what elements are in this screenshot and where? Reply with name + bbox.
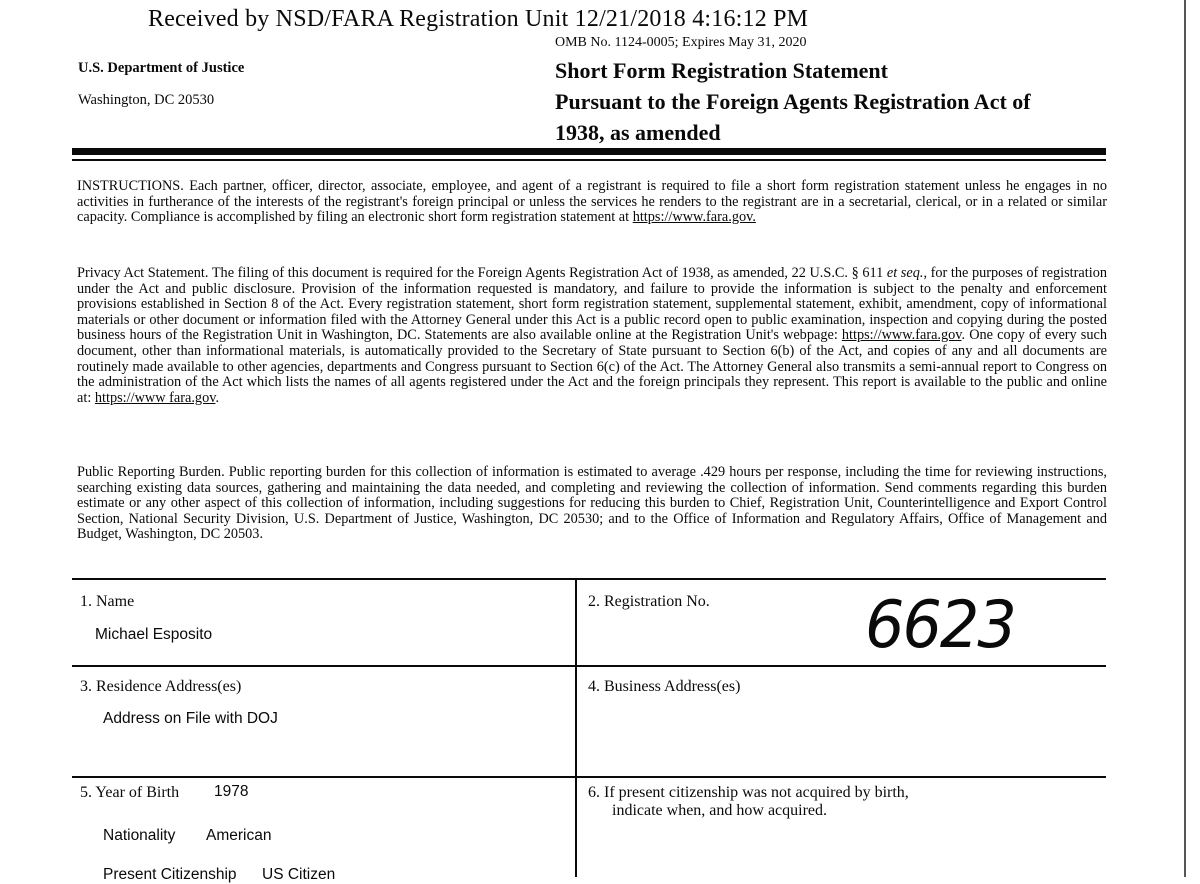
privacy-text-d: . bbox=[215, 389, 220, 406]
residence-address-label: 3. Residence Address(es) bbox=[80, 678, 242, 695]
fara-webpage-link[interactable]: https://www.fara.gov bbox=[841, 327, 962, 344]
privacy-text-a: Privacy Act Statement. The filing of this document is required for the Foreign Agents Registration Act of 1938, as amended, 22 U.S.C. § 611 bbox=[77, 265, 887, 281]
instructions-text: INSTRUCTIONS. Each partner, officer, director, associate, employee, and agent of a registrant is required to file a short form registration statement unless he engages in no activities in furtherance of the interests of the registrant's foreign principal or unless the services he renders to the registrant are in a secretarial, clerical, or in a related or similar capacity. Compliance is accomplished by filing an electronic short form registration statement at bbox=[77, 178, 1107, 226]
citizenship-value: US Citizen bbox=[262, 866, 336, 883]
privacy-text-c: . One copy of every such document, other than informational materials, is automatically provided to the Secretary of State pursuant to Section 6(b) of the Act, and copies of any and all documents are routinely made available to other agencies, departments and Congress pursuant to Section 6(c) of the Act. The Attorney General also transmits a semi-annual report to Congress on the administration of the Act which lists the names of all agents registered under the Act and the foreign principals they represent. This report is available to the public and online at: bbox=[77, 327, 1108, 406]
form-row-divider-1 bbox=[72, 665, 1106, 667]
form-title bbox=[555, 55, 1155, 148]
privacy-et-seq: et seq. bbox=[886, 265, 924, 281]
business-address-label: 4. Business Address(es) bbox=[588, 678, 741, 695]
form-top-border bbox=[72, 578, 1106, 580]
fara-online-link[interactable]: https://www fara.gov bbox=[94, 389, 216, 406]
header-rule-thick bbox=[72, 148, 1106, 155]
received-stamp: Received by NSD/FARA Registration Unit 12/21/2018 4:16:12 PM bbox=[148, 6, 809, 32]
form-column-divider bbox=[575, 578, 577, 877]
residence-address-value: Address on File with DOJ bbox=[103, 710, 278, 727]
citizenship-question-line-2: indicate when, and how acquired. bbox=[612, 802, 828, 819]
name-value: Michael Esposito bbox=[95, 626, 213, 643]
form-title-line-2: Pursuant to the Foreign Agents Registration Act of bbox=[555, 89, 1031, 114]
form-title-line-1: Short Form Registration Statement bbox=[555, 58, 888, 83]
agency-address: Washington, DC 20530 bbox=[78, 92, 215, 108]
nationality-label: Nationality bbox=[103, 827, 176, 844]
burden-paragraph: Public Reporting Burden. Public reporting burden for this collection of information is estimated to average .429 hours per response, including the time for reviewing instructions, searching existing data sources, gathering and maintaining the data needed, and completing and reviewing the collection of information. Send comments regarding this burden estimate or any other aspect of this collection of information, including suggestions for reducing this burden to Chief, Registration Unit, Counterintelligence and Export Control Section, National Security Division, U.S. Department of Justice, Washington, DC 20530; and to the Office of Information and Regulatory Affairs, Office of Management and Budget, Washington, DC 20503. bbox=[77, 464, 1107, 543]
fara-link[interactable]: https://www.fara.gov. bbox=[632, 209, 756, 226]
citizenship-label: Present Citizenship bbox=[103, 866, 237, 883]
header-rule-thin bbox=[72, 159, 1106, 161]
nationality-value: American bbox=[206, 827, 272, 844]
omb-number: OMB No. 1124-0005; Expires May 31, 2020 bbox=[555, 35, 807, 50]
page-edge bbox=[1184, 0, 1186, 877]
privacy-paragraph bbox=[77, 266, 1107, 406]
citizenship-question-line-1: 6. If present citizenship was not acquired by birth, bbox=[588, 784, 909, 801]
agency-name: U.S. Department of Justice bbox=[78, 60, 245, 76]
year-of-birth-value: 1978 bbox=[214, 783, 249, 800]
instructions-paragraph bbox=[77, 179, 1107, 226]
form-title-line-3: 1938, as amended bbox=[555, 120, 721, 145]
name-label: 1. Name bbox=[80, 593, 135, 610]
year-of-birth-label: 5. Year of Birth bbox=[80, 784, 180, 801]
handwritten-registration-number: 6623 bbox=[865, 586, 1015, 663]
citizenship-question bbox=[588, 784, 909, 820]
privacy-text-b: , for the purposes of registration under the Act and public disclosure. Provision of the information requested is mandatory, and failure to provide the information is subject to the penalty and enforcement provisions established in Section 8 of the Act. Every registration statement, short form registration statement, supplemental statement, exhibit, amendment, copy of informational materials or other document or information filed with the Attorney General under this Act is a public record open to public examination, inspection and copying during the posted business hours of the Registration Unit in Washington, DC. Statements are also available online at the Registration Unit's webpage: bbox=[77, 265, 1108, 344]
form-row-divider-2 bbox=[72, 776, 1106, 778]
registration-number-label: 2. Registration No. bbox=[588, 593, 710, 610]
